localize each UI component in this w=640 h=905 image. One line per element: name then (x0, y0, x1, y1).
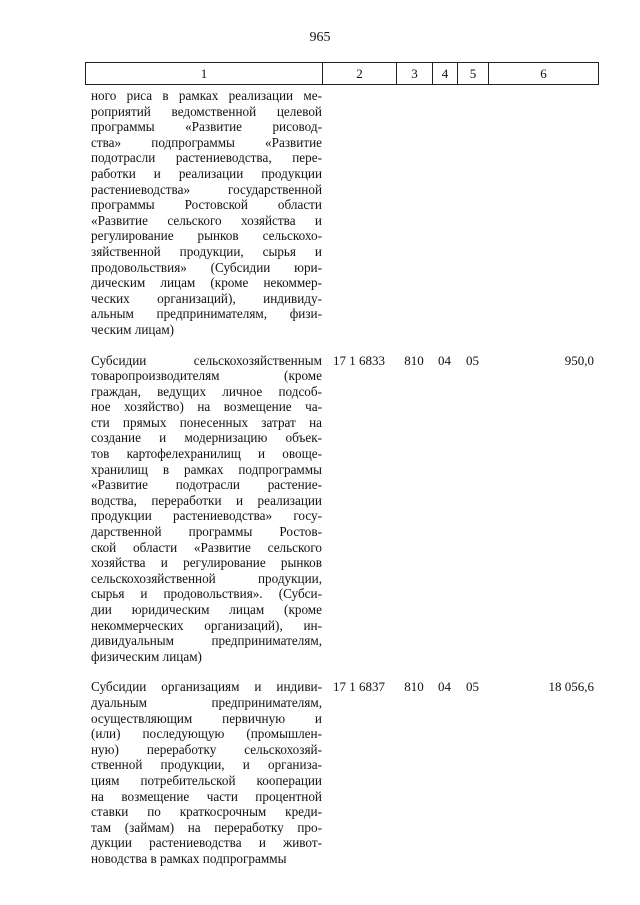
section: 04 (438, 352, 451, 368)
table-row (85, 679, 598, 866)
description-line: сырья и продовольствия». (Субси- (91, 586, 322, 602)
description-line: физическим лицам) (91, 648, 202, 664)
description-line: роприятий ведомственной целевой (91, 103, 322, 119)
description-line: растениеводства» государственной (91, 181, 322, 197)
description-line: сти прямых понесенных затрат на (91, 414, 322, 430)
section: 04 (438, 679, 451, 695)
description-line: альным предпринимателям, физи- (91, 306, 322, 322)
row-gap (85, 664, 598, 679)
description-line: дивидуальным предпринимателям, (91, 633, 322, 649)
description-line: дарственной программы Ростов- (91, 524, 322, 540)
description-line: работки и реализации продукции (91, 165, 322, 181)
header-col-1: 1 (86, 63, 323, 85)
header-col-3: 3 (397, 63, 433, 85)
description-line: товаропроизводителям (кроме (91, 368, 322, 384)
description-line: регулирование рынков сельскохо- (91, 228, 322, 244)
description-line: тов картофелехранилищ и овоще- (91, 446, 322, 462)
subsection: 05 (466, 679, 479, 695)
expense-type: 810 (404, 352, 424, 368)
description-line: сельскохозяйственной продукции, (91, 570, 322, 586)
description-line: продукции растениеводства» госу- (91, 508, 322, 524)
description-line: осуществляющим первичную и (91, 710, 322, 726)
target-article-code: 17 1 6833 (333, 352, 385, 368)
header-col-6: 6 (489, 63, 599, 85)
description-line: дукции растениеводства и живот- (91, 835, 322, 851)
description-line: программы Ростовской области (91, 197, 322, 213)
row-description (85, 353, 322, 665)
description-line: подотрасли растениеводства, пере- (91, 150, 322, 166)
description-line: водства, переработки и реализации (91, 492, 322, 508)
description-line: граждан, ведущих личное подсоб- (91, 383, 322, 399)
description-line: на возмещение части процентной (91, 788, 322, 804)
description-line: ного риса в рамках реализации ме- (91, 88, 322, 103)
target-article-code: 17 1 6837 (333, 679, 385, 695)
description-line: программы «Развитие рисовод- (91, 119, 322, 135)
description-line: Субсидии организациям и индиви- (91, 679, 322, 695)
row-description (85, 679, 322, 866)
description-line: дии юридическим лицам (кроме (91, 602, 322, 617)
expense-type: 810 (404, 679, 424, 695)
description-line: ческих организаций), индивиду- (91, 290, 322, 306)
description-line: ской области «Развитие сельского (91, 539, 322, 555)
description-line: там (займам) на переработку про- (91, 819, 322, 835)
description-line: хранилищ в рамках подпрограммы (91, 461, 322, 477)
page-number: 965 (309, 30, 331, 45)
description-line: ную) переработку сельскохозяй- (91, 741, 322, 757)
description-line: продовольствия» (Субсидии юри- (91, 259, 322, 275)
description-line: создание и модернизацию объек- (91, 430, 322, 446)
table-header (85, 62, 599, 85)
description-line: некоммерческих организаций), ин- (91, 617, 322, 633)
description-line: хозяйства и регулирование рынков (91, 555, 322, 571)
table-body (85, 88, 598, 867)
amount: 18 056,6 (548, 679, 594, 695)
row-gap (85, 338, 598, 353)
header-col-5: 5 (458, 63, 489, 85)
description-line: «Развитие подотрасли растение- (91, 477, 322, 493)
row-description (85, 88, 322, 338)
description-line: ставки по краткосрочным креди- (91, 804, 322, 820)
description-line: новодства в рамках подпрограммы (91, 850, 287, 866)
table-row (85, 353, 598, 665)
description-line: ственной продукции, и организа- (91, 757, 322, 773)
description-line: дическим лицам (кроме некоммер- (91, 275, 322, 291)
amount: 950,0 (564, 352, 594, 368)
description-line: дуальным предпринимателям, (91, 694, 322, 710)
subsection: 05 (466, 352, 479, 368)
description-line: ческим лицам) (91, 321, 175, 337)
description-line: циям потребительской кооперации (91, 772, 322, 788)
description-line: ное хозяйство) на возмещение ча- (91, 399, 322, 415)
description-line: (или) последующую (промышлен- (91, 726, 322, 742)
description-line: Субсидии сельскохозяйственным (91, 352, 322, 368)
table-row (85, 88, 598, 338)
description-line: ства» подпрограммы «Развитие (91, 134, 322, 150)
description-line: «Развитие сельского хозяйства и (91, 212, 322, 228)
header-col-2: 2 (323, 63, 397, 85)
description-line: зяйственной продукции, сырья и (91, 243, 322, 259)
header-col-4: 4 (433, 63, 458, 85)
